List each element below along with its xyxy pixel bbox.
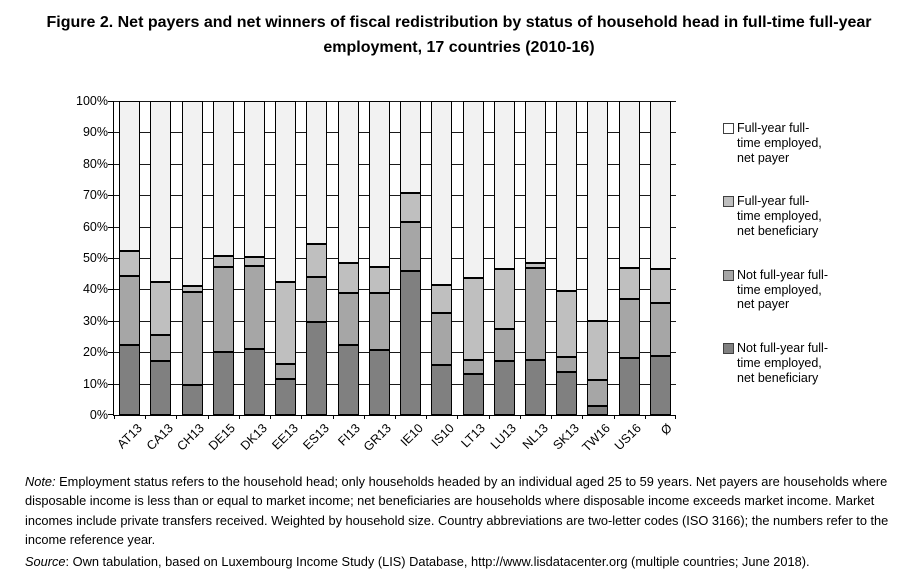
bar-segment bbox=[338, 263, 359, 293]
bar-segment bbox=[306, 277, 327, 322]
x-tick-label: SK13 bbox=[550, 421, 582, 453]
legend-label: Not full-year full- time employed, net beneficiary bbox=[737, 341, 828, 385]
bar-segment bbox=[400, 271, 421, 415]
bar-segment bbox=[150, 361, 171, 415]
bar-segment bbox=[556, 291, 577, 357]
bar-segment bbox=[431, 313, 452, 365]
bar-segment bbox=[244, 266, 265, 349]
bar-segment bbox=[525, 360, 546, 415]
x-axis-tick bbox=[520, 415, 521, 419]
bar-segment bbox=[556, 357, 577, 372]
x-tick-label: GR13 bbox=[361, 421, 395, 454]
bar bbox=[650, 101, 671, 415]
x-axis-tick bbox=[114, 415, 115, 419]
bar-segment bbox=[431, 101, 452, 285]
bar-segment bbox=[306, 322, 327, 415]
x-axis-tick bbox=[270, 415, 271, 419]
bar-segment bbox=[400, 222, 421, 271]
y-tick-label: 20% bbox=[82, 345, 108, 360]
bar-segment bbox=[619, 358, 640, 415]
x-tick-label: LU13 bbox=[488, 421, 520, 453]
source-paragraph bbox=[25, 552, 897, 571]
x-axis-tick bbox=[582, 415, 583, 419]
legend-swatch bbox=[723, 270, 734, 281]
x-axis-tick bbox=[645, 415, 646, 419]
x-axis-tick bbox=[395, 415, 396, 419]
bar-segment bbox=[182, 385, 203, 415]
bar-segment bbox=[587, 380, 608, 405]
bar bbox=[119, 101, 140, 415]
x-tick-label: FI13 bbox=[335, 421, 364, 449]
bar-segment bbox=[369, 350, 390, 415]
bar bbox=[275, 101, 296, 415]
x-tick-label: IE10 bbox=[397, 421, 426, 450]
bar-segment bbox=[494, 101, 515, 269]
x-tick-label: DK13 bbox=[237, 421, 270, 454]
note-paragraph bbox=[25, 472, 897, 550]
footnotes bbox=[25, 472, 897, 571]
x-tick-label: EE13 bbox=[269, 421, 301, 453]
note-label: Note: bbox=[25, 474, 56, 489]
bar-segment bbox=[369, 293, 390, 350]
y-tick-label: 100% bbox=[76, 94, 108, 108]
x-axis-tick bbox=[364, 415, 365, 419]
x-tick-label: TW16 bbox=[579, 421, 613, 455]
bar-segment bbox=[650, 269, 671, 303]
bar-segment bbox=[244, 349, 265, 415]
legend-item bbox=[723, 121, 898, 165]
bar-segment bbox=[213, 256, 234, 267]
bar-segment bbox=[338, 293, 359, 345]
bar bbox=[619, 101, 640, 415]
legend-label: Full-year full- time employed, net beneficiary bbox=[737, 194, 822, 238]
bar bbox=[150, 101, 171, 415]
y-tick-label: 70% bbox=[82, 188, 108, 203]
bar-segment bbox=[275, 379, 296, 415]
x-axis-tick bbox=[551, 415, 552, 419]
source-label: Source bbox=[25, 553, 66, 569]
bar-segment bbox=[182, 286, 203, 293]
y-tick-label: 60% bbox=[82, 219, 108, 234]
x-tick-label: NL13 bbox=[519, 421, 551, 453]
x-tick-label: ES13 bbox=[300, 421, 332, 453]
plot-area bbox=[113, 101, 676, 416]
bar-segment bbox=[306, 101, 327, 244]
bar bbox=[369, 101, 390, 415]
note-text: Employment status refers to the household head; only households headed by an individual aged 25 to 59 years. Net payers are households where disposable income is less than or equal to market income; net beneficiaries are households where disposable income exceeds market income. Market incomes include private transfers received. Weighted by household size. Country abbreviations are two-letter codes (ISO 3166); the numbers refer to the income reference year. bbox=[25, 474, 889, 548]
bar-segment bbox=[119, 345, 140, 415]
legend-label: Not full-year full- time employed, net payer bbox=[737, 267, 828, 312]
bar-segment bbox=[650, 303, 671, 356]
bar-segment bbox=[556, 372, 577, 415]
bar-segment bbox=[119, 276, 140, 345]
x-tick-label: AT13 bbox=[114, 421, 145, 452]
bar-segment bbox=[213, 101, 234, 256]
bar-segment bbox=[150, 101, 171, 282]
y-tick-label: 90% bbox=[82, 125, 108, 140]
bar-segment bbox=[369, 101, 390, 267]
bar-segment bbox=[338, 345, 359, 415]
bar-segment bbox=[463, 360, 484, 374]
chart-legend bbox=[723, 121, 898, 415]
bar-segment bbox=[525, 101, 546, 263]
bar-segment bbox=[463, 101, 484, 278]
y-tick-label: 50% bbox=[82, 251, 108, 265]
x-tick-label: LT13 bbox=[458, 421, 488, 451]
bar-segment bbox=[587, 101, 608, 321]
legend-label: Full-year full- time employed, net payer bbox=[737, 121, 822, 165]
legend-swatch bbox=[723, 123, 734, 134]
x-tick-label: CH13 bbox=[174, 421, 207, 454]
bar-segment bbox=[182, 292, 203, 385]
bar-segment bbox=[119, 251, 140, 275]
x-axis-tick bbox=[333, 415, 334, 419]
x-tick-label: CA13 bbox=[143, 421, 176, 454]
bar bbox=[400, 101, 421, 415]
bar-segment bbox=[650, 356, 671, 415]
y-tick-label: 0% bbox=[89, 408, 108, 422]
x-axis-tick bbox=[426, 415, 427, 419]
x-axis-tick bbox=[239, 415, 240, 419]
figure-title: Figure 2. Net payers and net winners of fiscal redistribution by status of household head in full-time full-year employment, 17 countries (2010-16) bbox=[46, 14, 872, 56]
bar bbox=[463, 101, 484, 415]
bar-segment bbox=[556, 101, 577, 291]
bar-segment bbox=[213, 352, 234, 415]
bar-segment bbox=[306, 244, 327, 278]
bar-segment bbox=[587, 406, 608, 415]
legend-swatch bbox=[723, 343, 734, 354]
bar-segment bbox=[182, 101, 203, 286]
bar-segment bbox=[213, 267, 234, 352]
bar-segment bbox=[619, 299, 640, 359]
x-axis-tick bbox=[489, 415, 490, 419]
x-axis-tick bbox=[675, 415, 676, 419]
legend-item bbox=[723, 194, 898, 238]
bar bbox=[587, 101, 608, 415]
legend-swatch bbox=[723, 196, 734, 207]
x-tick-label: US16 bbox=[612, 421, 645, 454]
bar-segment bbox=[244, 101, 265, 257]
bar bbox=[338, 101, 359, 415]
bar-segment bbox=[619, 268, 640, 299]
y-tick-label: 40% bbox=[82, 282, 108, 297]
x-axis-tick bbox=[145, 415, 146, 419]
bar bbox=[494, 101, 515, 415]
bar bbox=[182, 101, 203, 415]
bar bbox=[431, 101, 452, 415]
x-tick-label: IS10 bbox=[428, 421, 457, 450]
bar-segment bbox=[369, 267, 390, 292]
bar-segment bbox=[275, 101, 296, 282]
bar-segment bbox=[431, 285, 452, 313]
legend-item bbox=[723, 341, 898, 385]
bar bbox=[306, 101, 327, 415]
x-axis-tick bbox=[614, 415, 615, 419]
bar bbox=[244, 101, 265, 415]
y-tick-label: 80% bbox=[82, 156, 108, 171]
bar-segment bbox=[463, 278, 484, 360]
bar-segment bbox=[338, 101, 359, 263]
y-tick-label: 30% bbox=[82, 313, 108, 328]
bar-segment bbox=[494, 361, 515, 415]
source-text: : Own tabulation, based on Luxembourg Income Study (LIS) Database, http://www.lisdatacenter.org (multiple countries; June 2018). bbox=[65, 553, 810, 569]
bar-segment bbox=[431, 365, 452, 415]
bar bbox=[213, 101, 234, 415]
bar-segment bbox=[150, 282, 171, 335]
bar bbox=[525, 101, 546, 415]
bar-segment bbox=[494, 329, 515, 361]
bar-segment bbox=[275, 364, 296, 378]
x-axis-tick bbox=[301, 415, 302, 419]
bar-segment bbox=[150, 335, 171, 361]
bar-segment bbox=[525, 268, 546, 360]
x-tick-label: Ø bbox=[658, 421, 676, 438]
bar bbox=[556, 101, 577, 415]
bar-segment bbox=[494, 269, 515, 329]
bar-segment bbox=[275, 282, 296, 365]
x-axis-tick bbox=[208, 415, 209, 419]
bar-segment bbox=[650, 101, 671, 269]
bar-segment bbox=[400, 101, 421, 193]
bar-segment bbox=[463, 374, 484, 415]
x-axis-tick bbox=[176, 415, 177, 419]
bar-segment bbox=[400, 193, 421, 222]
bar-segment bbox=[244, 257, 265, 266]
bar-segment bbox=[119, 101, 140, 251]
x-tick-label: DE15 bbox=[206, 421, 239, 454]
y-tick-label: 10% bbox=[82, 376, 108, 391]
bar-segment bbox=[587, 321, 608, 381]
x-axis-tick bbox=[457, 415, 458, 419]
bar-segment bbox=[619, 101, 640, 268]
legend-item bbox=[723, 268, 898, 312]
